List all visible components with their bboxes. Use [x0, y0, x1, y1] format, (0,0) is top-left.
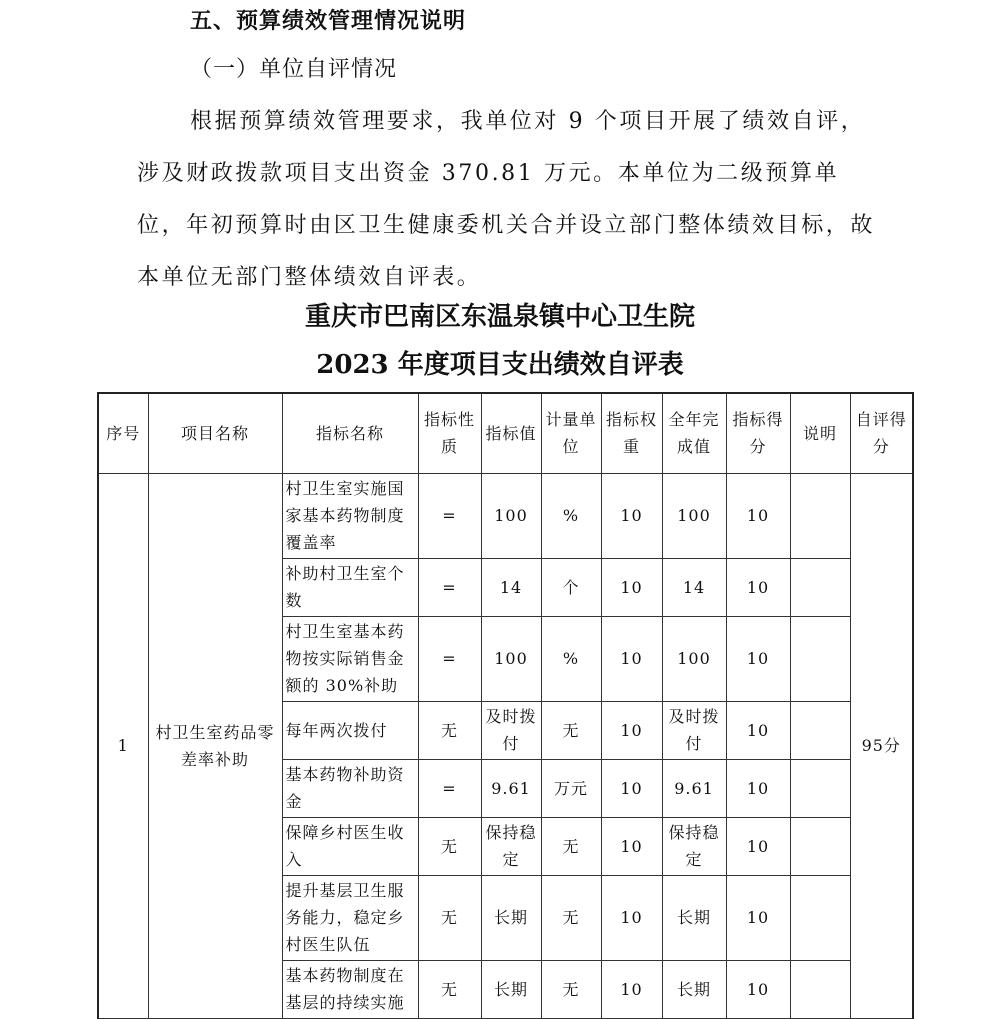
indicator-note — [790, 558, 850, 616]
project-number: 1 — [98, 473, 148, 1018]
header-cell: 全年完成值 — [662, 393, 726, 473]
indicator-unit: 无 — [541, 817, 601, 875]
indicator-weight: 10 — [601, 759, 662, 817]
actual-value: 及时拨付 — [662, 701, 726, 759]
indicator-value: 100 — [481, 473, 541, 558]
indicator-name: 基本药物制度在基层的持续实施 — [282, 960, 418, 1018]
indicator-name: 基本药物补助资金 — [282, 759, 418, 817]
actual-value: 100 — [662, 616, 726, 701]
actual-value: 14 — [662, 558, 726, 616]
indicator-unit: % — [541, 616, 601, 701]
indicator-value: 长期 — [481, 960, 541, 1018]
indicator-name: 村卫生室基本药物按实际销售金额的 30%补助 — [282, 616, 418, 701]
report-title-line1: 重庆市巴南区东温泉镇中心卫生院 — [304, 302, 695, 332]
indicator-name: 保障乡村医生收入 — [282, 817, 418, 875]
indicator-value: 14 — [481, 558, 541, 616]
indicator-points: 10 — [726, 616, 790, 701]
actual-value: 100 — [662, 473, 726, 558]
actual-value: 长期 — [662, 875, 726, 960]
indicator-note — [790, 759, 850, 817]
indicator-weight: 10 — [601, 473, 662, 558]
header-cell: 指标权重 — [601, 393, 662, 473]
indicator-unit: 个 — [541, 558, 601, 616]
indicator-nature: 无 — [418, 817, 481, 875]
indicator-unit: % — [541, 473, 601, 558]
indicator-note — [790, 817, 850, 875]
indicator-points: 10 — [726, 759, 790, 817]
indicator-points: 10 — [726, 817, 790, 875]
actual-value: 9.61 — [662, 759, 726, 817]
table-row — [98, 473, 913, 558]
indicator-value: 长期 — [481, 875, 541, 960]
indicator-value: 及时拨付 — [481, 701, 541, 759]
indicator-note — [790, 960, 850, 1018]
indicator-points: 10 — [726, 473, 790, 558]
indicator-nature: 无 — [418, 875, 481, 960]
indicator-value: 保持稳定 — [481, 817, 541, 875]
report-title-line2: 2023 年度项目支出绩效自评表 — [316, 350, 684, 380]
indicator-weight: 10 — [601, 960, 662, 1018]
indicator-note — [790, 616, 850, 701]
indicator-weight: 10 — [601, 701, 662, 759]
header-cell: 指标得分 — [726, 393, 790, 473]
subsection-heading: （一）单位自评情况 — [190, 57, 398, 82]
indicator-name: 提升基层卫生服务能力，稳定乡村医生队伍 — [282, 875, 418, 960]
header-cell: 计量单位 — [541, 393, 601, 473]
indicator-weight: 10 — [601, 817, 662, 875]
section-heading: 五、预算绩效管理情况说明 — [190, 8, 467, 34]
intro-paragraph: 根据预算绩效管理要求，我单位对 9 个项目开展了绩效自评，涉及财政拨款项目支出资金 370.81 万元。本单位为二级预算单位，年初预算时由区卫生健康委机关合并设立部门整体绩效目标，故本单位无部门整体绩效自评表。 — [137, 109, 876, 290]
indicator-unit: 无 — [541, 701, 601, 759]
table-header-row — [98, 393, 913, 473]
header-cell: 项目名称 — [148, 393, 282, 473]
indicator-note — [790, 875, 850, 960]
indicator-note — [790, 701, 850, 759]
header-cell: 指标值 — [481, 393, 541, 473]
actual-value: 长期 — [662, 960, 726, 1018]
indicator-value: 9.61 — [481, 759, 541, 817]
indicator-note — [790, 473, 850, 558]
header-cell: 指标名称 — [282, 393, 418, 473]
indicator-points: 10 — [726, 960, 790, 1018]
indicator-value: 100 — [481, 616, 541, 701]
header-cell: 指标性质 — [418, 393, 481, 473]
indicator-nature: = — [418, 616, 481, 701]
header-cell: 序号 — [98, 393, 148, 473]
project-name: 村卫生室药品零差率补助 — [148, 473, 282, 1018]
indicator-name: 村卫生室实施国家基本药物制度覆盖率 — [282, 473, 418, 558]
indicator-nature: = — [418, 759, 481, 817]
indicator-unit: 无 — [541, 875, 601, 960]
indicator-points: 10 — [726, 701, 790, 759]
indicator-points: 10 — [726, 875, 790, 960]
indicator-weight: 10 — [601, 558, 662, 616]
indicator-unit: 无 — [541, 960, 601, 1018]
indicator-weight: 10 — [601, 616, 662, 701]
indicator-nature: 无 — [418, 960, 481, 1018]
indicator-points: 10 — [726, 558, 790, 616]
indicator-unit: 万元 — [541, 759, 601, 817]
indicator-name: 每年两次拨付 — [282, 701, 418, 759]
indicator-nature: = — [418, 558, 481, 616]
actual-value: 保持稳定 — [662, 817, 726, 875]
self-evaluation-score: 95分 — [850, 473, 913, 1018]
indicator-weight: 10 — [601, 875, 662, 960]
header-cell: 说明 — [790, 393, 850, 473]
indicator-nature: 无 — [418, 701, 481, 759]
indicator-name: 补助村卫生室个数 — [282, 558, 418, 616]
performance-table — [97, 392, 914, 1019]
indicator-nature: = — [418, 473, 481, 558]
header-cell: 自评得分 — [850, 393, 913, 473]
